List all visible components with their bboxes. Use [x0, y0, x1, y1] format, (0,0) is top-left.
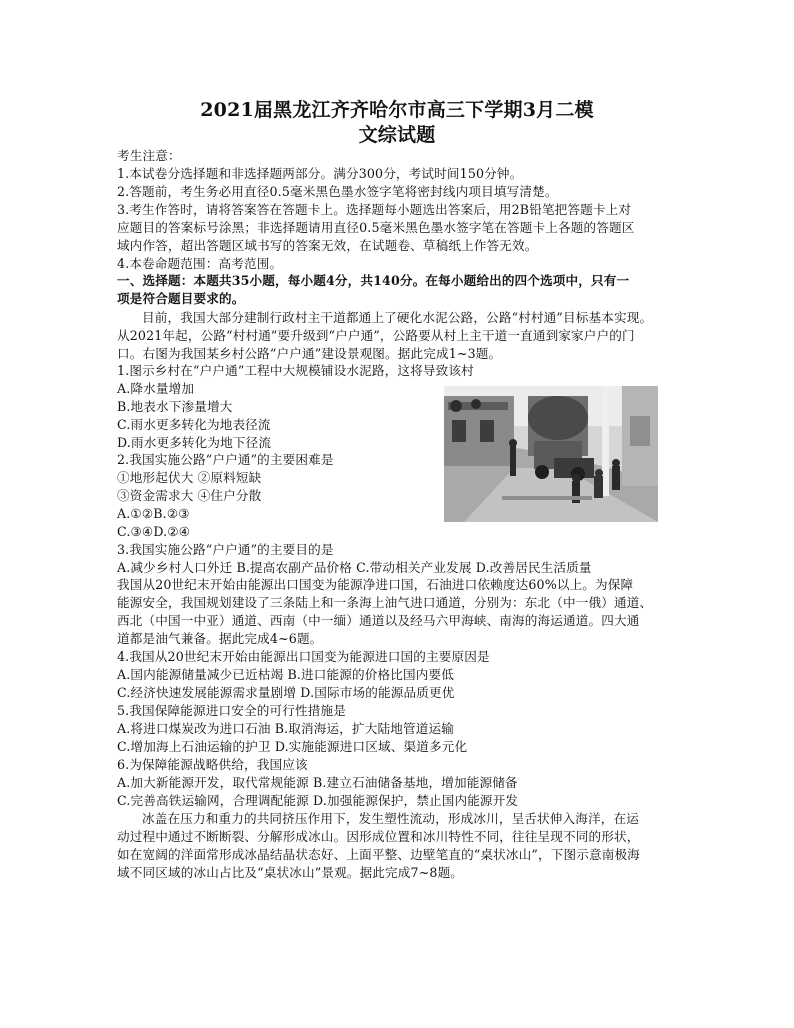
passage-1-line-1: 目前，我国大部分建制行政村主干道都通上了硬化水泥公路，公路“村村通”目标基本实现。: [142, 310, 653, 325]
question-5-stem: 5.我国保障能源进口安全的可行性措施是: [117, 703, 346, 718]
question-1-option-d: D.雨水更多转化为地下径流: [117, 435, 272, 450]
notice-item-3-line-2: 应题目的答案标号涂黑；非选择题请用直径0.5毫米黑色墨水签字笔在答题卡上各题的答题区: [117, 220, 635, 235]
question-5-options-cd: C.增加海上石油运输的护卫 D.实施能源进口区域、渠道多元化: [117, 739, 468, 754]
section-heading-line-2: 项是符合题目要求的。: [117, 291, 245, 306]
passage-3-line-1: 冰盖在压力和重力的共同挤压作用下，发生塑性流动，形成冰川，呈舌状伸入海洋，在运: [142, 811, 640, 826]
question-1-option-c: C.雨水更多转化为地表径流: [117, 417, 271, 432]
question-2-items-1: ①地形起伏大 ②原料短缺: [117, 470, 262, 485]
question-6-stem: 6.为保障能源战略供给，我国应该: [117, 757, 308, 772]
question-6-options-cd: C.完善高铁运输网，合理调配能源 D.加强能源保护，禁止国内能源开发: [117, 793, 519, 808]
notice-heading: 考生注意：: [117, 148, 181, 163]
passage-1-line-2: 从2021年起，公路“村村通”要升级到“户户通”，公路要从村上主干道一直通到家家户户的门: [117, 328, 635, 343]
section-heading-line-1: 一、选择题：本题共35小题，每小题4分，共140分。在每小题给出的四个选项中，只有一: [117, 273, 630, 288]
road-construction-photo: [444, 386, 658, 522]
exam-subtitle: 文综试题: [358, 124, 436, 146]
question-2-items-2: ③资金需求大 ④住户分散: [117, 488, 262, 503]
passage-2-line-2: 能源安全，我国规划建设了三条陆上和一条海上油气进口通道，分别为：东北（中一俄）通道、: [117, 595, 653, 610]
notice-item-3-line-3: 域内作答，超出答题区域书写的答案无效，在试题卷、草稿纸上作答无效。: [117, 238, 538, 253]
question-3-stem: 3.我国实施公路“户户通”的主要目的是: [117, 542, 334, 557]
question-2-stem: 2.我国实施公路“户户通”的主要困难是: [117, 452, 334, 467]
question-1-option-a: A.降水量增加: [117, 381, 195, 396]
passage-2-line-4: 道都是油气兼备。据此完成4~6题。: [117, 631, 323, 646]
question-4-options-cd: C.经济快速发展能源需求量剧增 D.国际市场的能源品质更优: [117, 685, 455, 700]
notice-item-2: 2.答题前，考生务必用直径0.5毫米黑色墨水签字笔将密封线内项目填写清楚。: [117, 184, 558, 199]
question-2-options-cd: C.③④D.②④: [117, 524, 191, 539]
passage-1-line-3: 口。右图为我国某乡村公路“户户通”建设景观图。据此完成1~3题。: [117, 346, 502, 361]
passage-3-line-4: 域不同区域的冰山占比及“桌状冰山”景观。据此完成7~8题。: [117, 865, 464, 880]
notice-item-1: 1.本试卷分选择题和非选择题两部分。满分300分，考试时间150分钟。: [117, 166, 523, 181]
question-4-stem: 4.我国从20世纪末开始由能源出口国变为能源进口国的主要原因是: [117, 649, 490, 664]
notice-item-4: 4.本卷命题范围：高考范围。: [117, 256, 283, 271]
question-2-options-ab: A.①②B.②③: [117, 506, 190, 521]
question-3-options: A.减少乡村人口外迁 B.提高农副产品价格 C.带动相关产业发展 D.改善居民生活质量: [117, 560, 592, 575]
question-5-options-ab: A.将进口煤炭改为进口石油 B.取消海运，扩大陆地管道运输: [117, 721, 454, 736]
question-4-options-ab: A.国内能源储量减少已近枯竭 B.进口能源的价格比国内要低: [117, 667, 454, 682]
notice-item-3-line-1: 3.考生作答时，请将答案答在答题卡上。选择题每小题选出答案后，用2B铅笔把答题卡上对: [117, 202, 632, 217]
question-1-option-b: B.地表水下渗量增大: [117, 399, 233, 414]
passage-3-line-3: 如在宽阔的洋面常形成冰晶结晶状态好、上面平整、边壁笔直的“桌状冰山”，下图示意南极海: [117, 847, 640, 862]
question-1-stem: 1.图示乡村在“户户通”工程中大规模铺设水泥路，这将导致该村: [117, 363, 474, 378]
exam-title: 2021届黑龙江齐齐哈尔市高三下学期3月二模: [200, 99, 594, 121]
passage-2-line-3: 西北（中国一中亚）通道、西南（中一缅）通道以及经马六甲海峡、南海的海运通道。四大通: [117, 613, 640, 628]
passage-2-line-1: 我国从20世纪末开始由能源出口国变为能源净进口国，石油进口依赖度达60%以上。为保障: [117, 577, 634, 592]
passage-3-line-2: 动过程中通过不断断裂、分解形成冰山。因形成位置和冰川特性不同，往往呈现不同的形状，: [117, 829, 640, 844]
question-6-options-ab: A.加大新能源开发，取代常规能源 B.建立石油储备基地，增加能源储备: [117, 775, 518, 790]
